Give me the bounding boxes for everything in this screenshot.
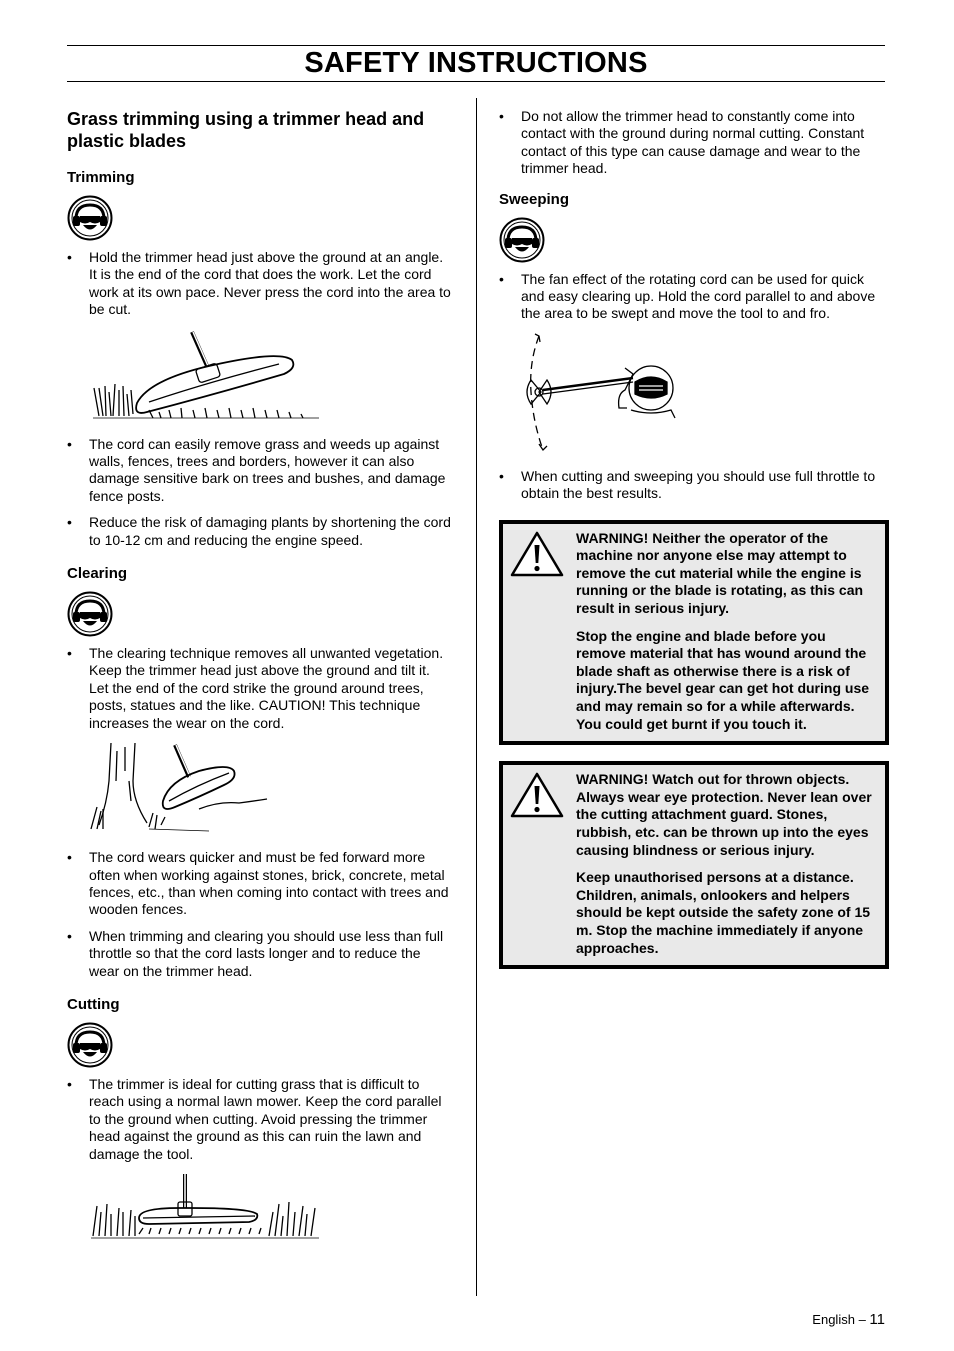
ppe-ear-eye-protection-icon <box>67 195 113 241</box>
trimming-illustration <box>89 328 325 424</box>
list-item: • The trimmer is ideal for cutting grass that is difficult to reach using a normal lawn mower. Keep the cord parallel to the ground when cutting. Avoid pressing the trimmer head against the ground as this can ruin the lawn and damage the tool. <box>67 1075 442 1162</box>
footer-separator: – <box>858 1312 866 1327</box>
page-title: SAFETY INSTRUCTIONS <box>304 47 648 79</box>
clearing-bullets-b <box>67 849 453 980</box>
list-item: • Hold the trimmer head just above the ground at an angle. It is the end of the cord that does the work. Let the cord work at its own pace. Never press the cord into the area to be cut. <box>67 249 451 318</box>
list-item: • The fan effect of the rotating cord can be used for quick and easy clearing up. Hold the cord parallel to and above the area to be swept and move the tool to and fro. <box>499 270 876 322</box>
ppe-ear-eye-protection-icon <box>499 217 545 263</box>
header-rule-bottom <box>67 81 885 82</box>
sweeping-bullets-a <box>499 271 887 323</box>
cutting-illustration <box>89 1172 321 1242</box>
list-item: • Reduce the risk of damaging plants by shortening the cord to 10-12 cm and reducing the engine speed. <box>67 514 451 548</box>
sweeping-illustration <box>521 332 681 456</box>
list-item: • When cutting and sweeping you should use full throttle to obtain the best results. <box>499 467 876 502</box>
ppe-ear-eye-protection-icon <box>67 591 113 637</box>
warning-triangle-icon <box>509 530 565 578</box>
right-column <box>499 108 887 969</box>
clearing-heading: Clearing <box>67 565 128 583</box>
list-item: • Do not allow the trimmer head to constantly come into contact with the ground during normal cutting. Constant contact of this type can cause damage and wear to the trimmer head. <box>499 108 865 177</box>
trimming-heading: Trimming <box>67 169 135 186</box>
sweeping-bullets-b <box>499 468 887 503</box>
warning-text: Stop the engine and blade before you remove material that has wound around the blade shaft as otherwise there is a risk of injury.The bevel gear can get hot during use and may remain so for a while afterwards. You could get burnt if you touch it. <box>576 627 870 732</box>
clearing-illustration <box>89 741 269 837</box>
trimming-bullets-a <box>67 249 453 319</box>
cutting-heading: Cutting <box>67 995 120 1013</box>
warning-triangle-icon <box>509 771 565 819</box>
warning-text: Keep unauthorised persons at a distance. Children, animals, onlookers and helpers should be kept outside the safety zone of 15 m. Stop the machine immediately if anyone approaches. <box>576 869 871 956</box>
warning-box-cut-material <box>499 520 889 746</box>
warning-text: WARNING! Watch out for thrown objects. Always wear eye protection. Never lean over the cutting attachment guard. Stones, rubbish, etc. can be thrown up into the eyes causing blindness or serious injury. <box>576 771 872 858</box>
left-column <box>67 108 453 1254</box>
warning-box-thrown-objects <box>499 761 889 969</box>
column-divider <box>476 98 477 1296</box>
sweeping-heading: Sweeping <box>499 190 570 208</box>
page-footer <box>812 1311 885 1329</box>
cutting-bullets-a <box>67 1076 453 1163</box>
ppe-ear-eye-protection-icon <box>67 1022 113 1068</box>
clearing-bullets-a <box>67 645 453 732</box>
list-item: • The cord can easily remove grass and weeds up against walls, fences, trees and borders, however it can also damage sensitive bark on trees and bushes, and damage fence posts. <box>67 435 446 504</box>
trimming-bullets-b <box>67 436 453 549</box>
warning-text: WARNING! Neither the operator of the machine nor anyone else may attempt to remove the cut material while the engine is running or the blade is rotating, as this can result in serious injury. <box>576 529 864 617</box>
page-number: 11 <box>869 1311 885 1328</box>
list-item: • The cord wears quicker and must be fed forward more often when working against stones, brick, concrete, metal fences, etc., than when coming into contact with trees and wooden fences. <box>67 849 449 918</box>
section-heading: Grass trimming using a trimmer head and plastic blades <box>67 109 425 151</box>
top-bullets <box>499 108 887 178</box>
footer-language: English <box>812 1312 855 1327</box>
list-item: • The clearing technique removes all unwanted vegetation. Keep the trimmer head just above the ground and tilt it. Let the end of the cord strike the ground around trees, posts, statues and the like. CAUTION! This technique increases the wear on the cord. <box>67 645 444 731</box>
list-item: • When trimming and clearing you should use less than full throttle so that the cord lasts longer and to reduce the wear on the trimmer head. <box>67 927 444 979</box>
